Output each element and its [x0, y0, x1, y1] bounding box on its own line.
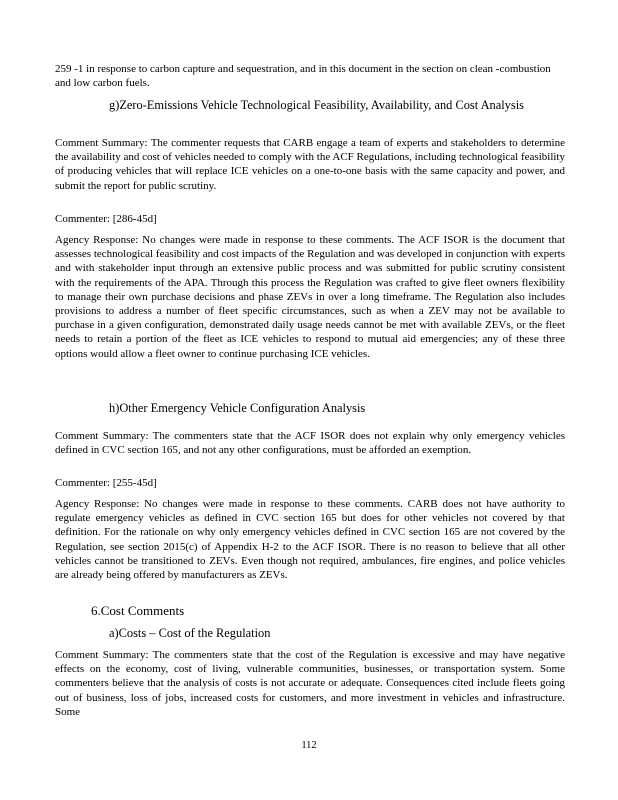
subsection-g-agency-response: Agency Response: No changes were made in response to these comments. The ACF ISOR is the document that assesses technological feasibility and cost impacts of the Regulation and was developed in conjunction with experts and with stakeholder input through an extensive public process and was submitted for public scrutiny consistent with the requirements of the APA. Through this process the Regulation was crafted to give fleet owners flexibility to manage their own purchase decisions and phase ZEVs in over a long timeframe. The Regulation also includes provisions to address a number of fleet specific circumstances, such as when a ZEV may not be available to purchase in a given configuration, demonstrated daily usage needs cannot be met with available ZEVs, or the fleet needs to retain a portion of the fleet as ICE vehicles to respond to mutual aid emergencies; any of these three options would allow a fleet owner to continue purchasing ICE vehicles. — [55, 234, 565, 360]
subsection-h-commenter: Commenter: [255-45d] — [55, 477, 157, 489]
subsection-h-agency-response: Agency Response: No changes were made in response to these comments. CARB does not have authority to regulate emergency vehicles as defined in CVC section 165 but does for other vehicles not covered by that definition. For the rationale on why only emergency vehicles defined in CVC section 165 are not covered by the Regulation, see section 2015(c) of Appendix H-2 to the ACF ISOR. There is no reason to believe that all other vehicles cannot be transitioned to ZEVs. Even though not required, ambulances, fire engines, and police vehicles are already being offered by manufacturers as ZEVs. — [55, 498, 565, 582]
section-6-comment-summary: Comment Summary: The commenters state that the cost of the Regulation is excessive and may have negative effects on the economy, cost of living, vulnerable communities, businesses, or transportation system. Some commenters believe that the analysis of costs is not accurate or adequate. Consequences cited include fleets going out of business, loss of jobs, increased costs for customers, and more investment in vehicles and infrastructure. Some — [55, 649, 565, 718]
subsection-g-commenter: Commenter: [286-45d] — [55, 213, 157, 225]
subsection-g-heading: g)Zero-Emissions Vehicle Technological Feasibility, Availability, and Cost Analysis — [109, 98, 524, 112]
subsection-g-comment-summary: Comment Summary: The commenter requests that CARB engage a team of experts and stakeholders to determine the availability and cost of vehicles needed to comply with the ACF Regulations, including technological feasibility of producing vehicles that will replace ICE vehicles on a one-to-one basis with the same capacity and power, and submit the report for public scrutiny. — [55, 137, 565, 192]
subsection-h-comment-summary: Comment Summary: The commenters state that the ACF ISOR does not explain why only emergency vehicles defined in CVC section 165, and not any other configurations, must be afforded an exemption. — [55, 430, 565, 457]
subsection-a-heading: a)Costs – Cost of the Regulation — [109, 626, 271, 640]
subsection-h-heading: h)Other Emergency Vehicle Configuration Analysis — [109, 401, 366, 415]
section-6-heading: 6.Cost Comments — [91, 603, 185, 618]
intro-paragraph: 259 -1 in response to carbon capture and sequestration, and in this document in the section on clean -combustion and low carbon fuels. — [55, 63, 551, 90]
page-number: 112 — [301, 740, 317, 751]
